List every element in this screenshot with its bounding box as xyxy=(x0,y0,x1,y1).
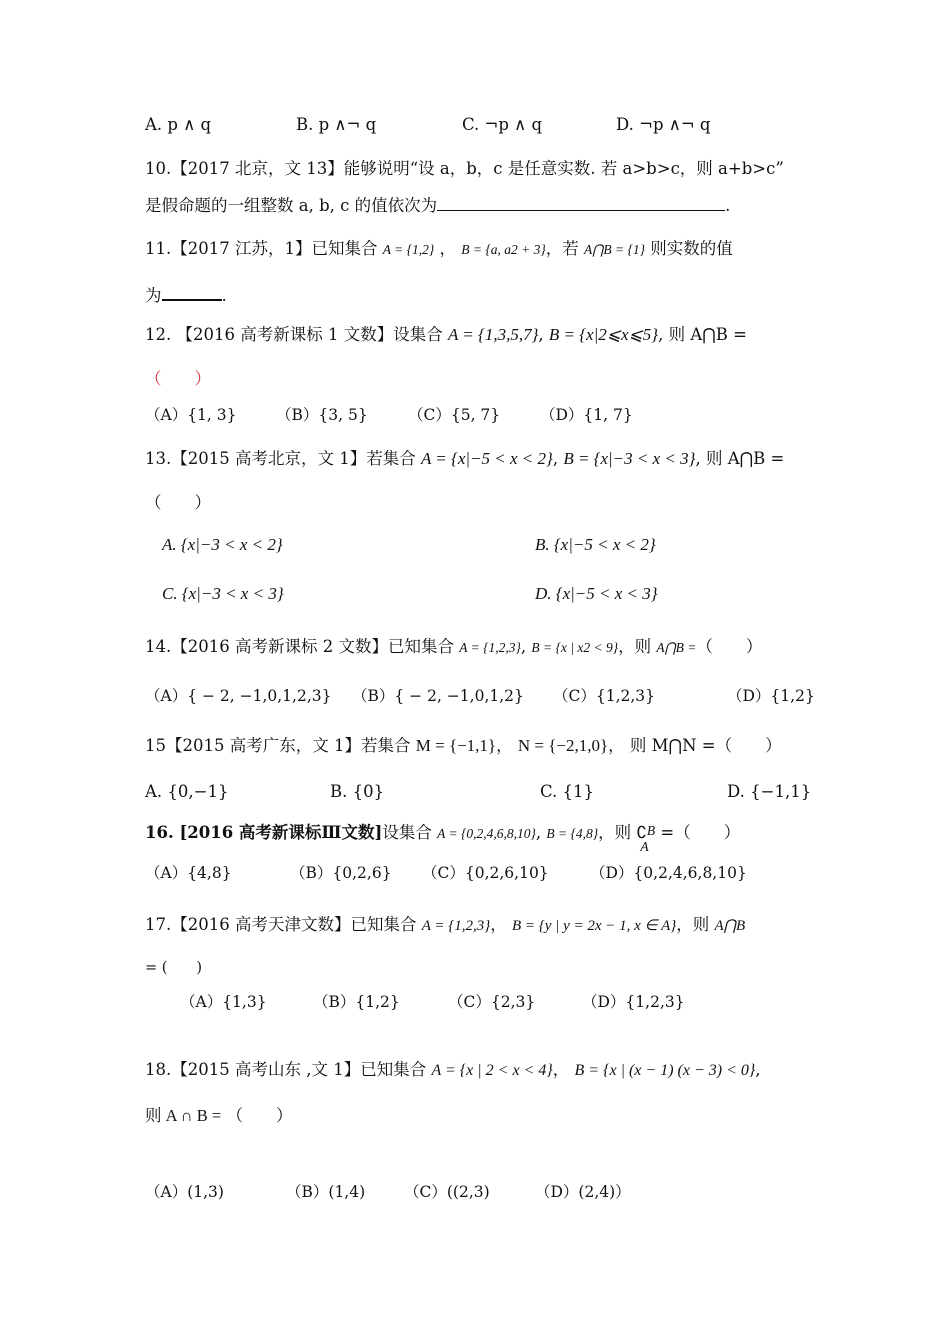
q12-answer-paren: （ ） xyxy=(145,369,211,388)
q15-option-b: B. {0} xyxy=(330,782,385,801)
q15-set-n: N = {−2,1,0} xyxy=(517,736,609,755)
q17-option-c: （C）{2,3} xyxy=(448,993,536,1011)
q14-set-a: A = {1,2,3} xyxy=(459,640,521,655)
q13-set-a: A = {x|−5 < x < 2} xyxy=(420,449,553,468)
q17-option-b: （B）{1,2} xyxy=(313,993,400,1011)
q16-set-a: A = {0,2,4,6,8,10} xyxy=(437,826,536,841)
q9-option-d: D. ¬p ∧¬ q xyxy=(616,115,711,134)
q11-post: 则实数的值 xyxy=(650,239,733,258)
q11-line2-text: 为 xyxy=(145,286,162,305)
q15-stem: 15【2015 高考广东，文 1】若集合 M = {−1,1}， N = {−2,1,0}， 则 M⋂N =（ ） xyxy=(145,736,782,755)
q12-option-d: （D）{1, 7} xyxy=(540,406,633,424)
q14-option-d: （D）{1,2} xyxy=(727,687,815,705)
q12-stem: 12. 【2016 高考新课标 1 文数】设集合 A = {1,3,5,7}, B = {x|2⩽x⩽5}, 则 A⋂B = xyxy=(145,325,747,344)
q12-option-a: （A）{1, 3} xyxy=(145,406,237,424)
q11-end: . xyxy=(221,286,227,305)
q11-set-a: A = {1,2} xyxy=(382,242,435,257)
q16-stem-text: 设集合 xyxy=(382,823,432,842)
q14-option-c: （C）{1,2,3} xyxy=(553,687,656,705)
q13-option-a: A. {x|−3 < x < 2} xyxy=(162,535,283,554)
q12-stem-text: 12. 【2016 高考新课标 1 文数】设集合 xyxy=(145,325,443,344)
q11-stem-text: 11.【2017 江苏，1】已知集合 xyxy=(145,239,378,258)
q18-option-a: （A）(1,3) xyxy=(145,1183,224,1201)
q16-complement-universe: A xyxy=(640,839,649,854)
q17-stem-text: 17.【2016 高考天津文数】已知集合 xyxy=(145,915,417,934)
q16-complement-set: B xyxy=(646,823,656,838)
q15-option-a: A. {0,−1} xyxy=(145,782,229,801)
q13-post: 则 A⋂B = xyxy=(705,449,785,468)
q18-stem-text: 18.【2015 高考山东 ,文 1】已知集合 xyxy=(145,1060,427,1079)
q12-set-b: B = {x|2⩽x⩽5} xyxy=(548,325,659,344)
q9-option-b: B. p ∧¬ q xyxy=(296,115,377,134)
q17-post: ，则 xyxy=(676,915,710,934)
q15-post: 则 M⋂N = xyxy=(629,736,716,755)
q10-end: . xyxy=(725,196,731,215)
q11-stem-line1: 11.【2017 江苏，1】已知集合 A = {1,2} ， B = {a, a2 + 3}，若 A⋂B = {1} 则实数的值 xyxy=(145,239,733,258)
q14-stem-text: 14.【2016 高考新课标 2 文数】已知集合 xyxy=(145,637,454,656)
q11-mid: ，若 xyxy=(545,239,579,258)
q10-stem-line2 xyxy=(145,196,730,215)
q17-option-a: （A）{1,3} xyxy=(180,993,267,1011)
q16-option-a: （A）{4,8} xyxy=(145,864,232,882)
q16-option-c: （C）{0,2,6,10} xyxy=(422,864,549,882)
q18-option-d: （D）(2,4)） xyxy=(535,1183,631,1201)
q14-option-a: （A）{ − 2, −1,0,1,2,3} xyxy=(145,687,332,705)
q18-option-b: （B）(1,4) xyxy=(286,1183,366,1201)
q17-option-d: （D）{1,2,3} xyxy=(582,993,685,1011)
q12-set-a: A = {1,3,5,7} xyxy=(447,325,539,344)
q10-stem-line1: 10.【2017 北京，文 13】能够说明“设 a，b，c 是任意实数. 若 a>b>c，则 a+b>c” xyxy=(145,159,784,178)
q16-option-b: （B）{0,2,6} xyxy=(290,864,392,882)
q11-intersection: A⋂B = {1} xyxy=(584,242,646,257)
q12-post: , 则 A⋂B = xyxy=(658,325,747,344)
q13-answer-paren: （ ） xyxy=(145,493,211,512)
q14-post: ，则 xyxy=(618,637,652,656)
q16-complement xyxy=(636,823,656,854)
q9-option-c: C. ¬p ∧ q xyxy=(462,115,543,134)
q14-stem: 14.【2016 高考新课标 2 文数】已知集合 A = {1,2,3}, B = {x | x2 < 9}，则 A⋂B =（ ） xyxy=(145,637,763,656)
q13-option-c: C. {x|−3 < x < 3} xyxy=(162,584,284,603)
q17-set-a: A = {1,2,3} xyxy=(421,918,491,934)
q16-stem-source: 16. [2016 高考新课标Ⅲ文数] xyxy=(145,823,383,842)
q11-set-b: B = {a, a2 + 3} xyxy=(461,242,546,257)
q15-answer-paren: （ ） xyxy=(715,736,782,755)
q17-answer-paren: = ( ) xyxy=(145,960,203,976)
q18-set-b: B = {x | (x − 1) (x − 3) < 0} xyxy=(574,1062,756,1079)
q13-stem-text: 13.【2015 高考北京，文 1】若集合 xyxy=(145,449,416,468)
q12-option-c: （C）{5, 7} xyxy=(408,406,501,424)
q15-set-m: M = {−1,1} xyxy=(415,736,497,755)
q10-answer-blank xyxy=(437,196,725,211)
q16-set-b: B = {4,8} xyxy=(546,826,599,841)
q14-intersection: A⋂B = xyxy=(656,640,697,655)
q17-intersection: A⋂B xyxy=(714,918,746,934)
q16-post: ，则 xyxy=(598,823,632,842)
q14-set-b: B = {x | x2 < 9} xyxy=(531,640,619,655)
q18-comma: , xyxy=(755,1060,761,1079)
q18-set-a: A = {x | 2 < x < 4} xyxy=(431,1062,553,1079)
q17-stem: 17.【2016 高考天津文数】已知集合 A = {1,2,3}， B = {y | y = 2x − 1, x ∈ A}，则 A⋂B xyxy=(145,915,746,934)
q13-option-d: D. {x|−5 < x < 3} xyxy=(535,584,658,603)
q16-complement-symbol: ∁ xyxy=(636,823,647,842)
q14-answer-paren: （ ） xyxy=(696,637,763,656)
q15-option-d: D. {−1,1} xyxy=(727,782,812,801)
q13-set-b: B = {x|−3 < x < 3} xyxy=(563,449,696,468)
q14-option-b: （B）{ − 2, −1,0,1,2} xyxy=(352,687,524,705)
q11-answer-blank xyxy=(162,285,222,301)
q13-option-b: B. {x|−5 < x < 2} xyxy=(535,535,656,554)
q11-stem-line2 xyxy=(145,285,227,305)
q17-set-b: B = {y | y = 2x − 1, x ∈ A} xyxy=(512,918,677,934)
q16-stem: 16. [2016 高考新课标Ⅲ文数]设集合 A = {0,2,4,6,8,10}, B = {4,8}，则 ∁B A =（ ） xyxy=(145,823,741,854)
q15-option-c: C. {1} xyxy=(540,782,595,801)
q10-stem-text: 是假命题的一组整数 a, b, c 的值依次为 xyxy=(145,196,438,215)
q18-option-c: （C）((2,3) xyxy=(404,1183,490,1201)
q18-stem: 18.【2015 高考山东 ,文 1】已知集合 A = {x | 2 < x < 4}， B = {x | (x − 1) (x − 3) < 0}, xyxy=(145,1060,761,1079)
q16-equals-paren: =（ ） xyxy=(660,823,741,842)
q12-option-b: （B）{3, 5} xyxy=(276,406,368,424)
q16-option-d: （D）{0,2,4,6,8,10} xyxy=(590,864,747,882)
q13-stem: 13.【2015 高考北京，文 1】若集合 A = {x|−5 < x < 2}, B = {x|−3 < x < 3}, 则 A⋂B = xyxy=(145,449,785,468)
q18-answer-paren: （ ） xyxy=(226,1106,293,1125)
q18-intersection: 则 A ∩ B = xyxy=(145,1106,222,1125)
q18-line2 xyxy=(145,1108,292,1125)
q9-option-a: A. p ∧ q xyxy=(145,115,212,134)
q15-stem-text: 15【2015 高考广东，文 1】若集合 xyxy=(145,736,411,755)
